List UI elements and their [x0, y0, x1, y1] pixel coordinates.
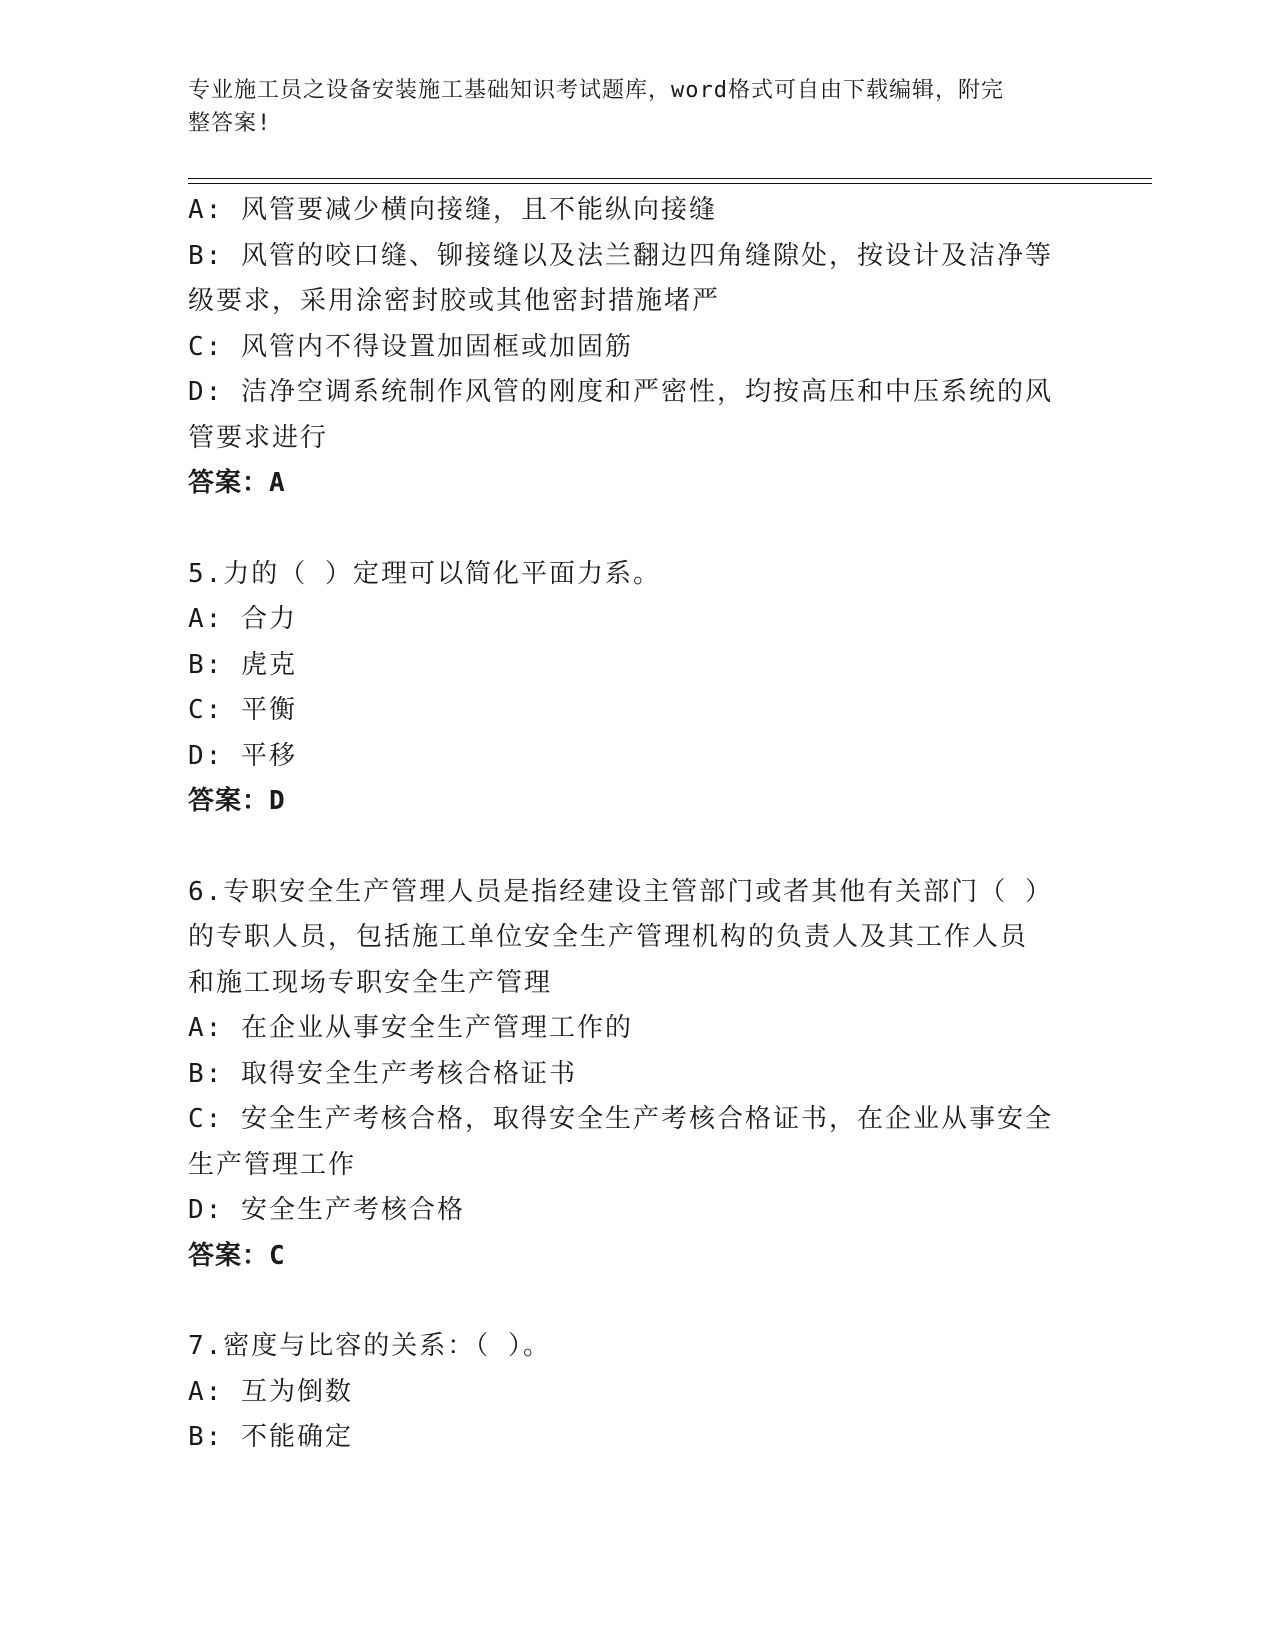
header-title-line-2: 整答案! [188, 111, 272, 136]
option-c-line-2: 生产管理工作 [188, 1149, 357, 1180]
answer-label: 答案：D [188, 786, 286, 816]
option-d: D: 安全生产考核合格 [188, 1195, 465, 1225]
answer-label: 答案：A [188, 468, 286, 498]
option-a: A: 在企业从事安全生产管理工作的 [188, 1013, 633, 1043]
question-stem-line-3: 和施工现场专职安全生产管理 [188, 967, 553, 998]
question-stem: 7.密度与比容的关系：（ ）。 [188, 1331, 551, 1361]
header-divider-bottom [188, 183, 1152, 184]
option-d: D: 平移 [188, 740, 297, 771]
option-b-line-1: B: 风管的咬口缝、铆接缝以及法兰翻边四角缝隙处，按设计及洁净等 [188, 240, 1053, 271]
question-stem-line-1: 6.专职安全生产管理人员是指经建设主管部门或者其他有关部门（ ） [188, 876, 1053, 907]
header-title-line-1: 专业施工员之设备安装施工基础知识考试题库，word格式可自由下载编辑，附完 [188, 78, 1004, 103]
option-c: C: 风管内不得设置加固框或加固筋 [188, 331, 633, 362]
question-stem-line-2: 的专职人员，包括施工单位安全生产管理机构的负责人及其工作人员 [188, 922, 1029, 952]
option-c-line-1: C: 安全生产考核合格，取得安全生产考核合格证书，在企业从事安全 [188, 1104, 1053, 1134]
question-block-5 [188, 552, 1088, 825]
option-b: B: 取得安全生产考核合格证书 [188, 1058, 577, 1089]
option-c: C: 平衡 [188, 695, 297, 725]
question-stem: 5.力的（ ）定理可以简化平面力系。 [188, 558, 661, 589]
question-block-6 [188, 870, 1088, 1280]
option-b: B: 不能确定 [188, 1422, 353, 1452]
option-d-line-1: D: 洁净空调系统制作风管的刚度和严密性，均按高压和中压系统的风 [188, 377, 1053, 407]
question-content [188, 188, 1088, 1461]
document-header [188, 74, 1068, 140]
option-a: A: 互为倒数 [188, 1376, 353, 1407]
answer-label: 答案：C [188, 1240, 286, 1271]
option-a: A: 合力 [188, 604, 297, 634]
question-block-4 [188, 188, 1088, 507]
option-b-line-2: 级要求，采用涂密封胶或其他密封措施堵严 [188, 286, 721, 316]
question-block-7 [188, 1324, 1088, 1461]
header-divider-top [188, 178, 1152, 179]
option-a: A: 风管要减少横向接缝，且不能纵向接缝 [188, 195, 717, 225]
option-d-line-2: 管要求进行 [188, 422, 329, 453]
option-b: B: 虎克 [188, 649, 297, 680]
